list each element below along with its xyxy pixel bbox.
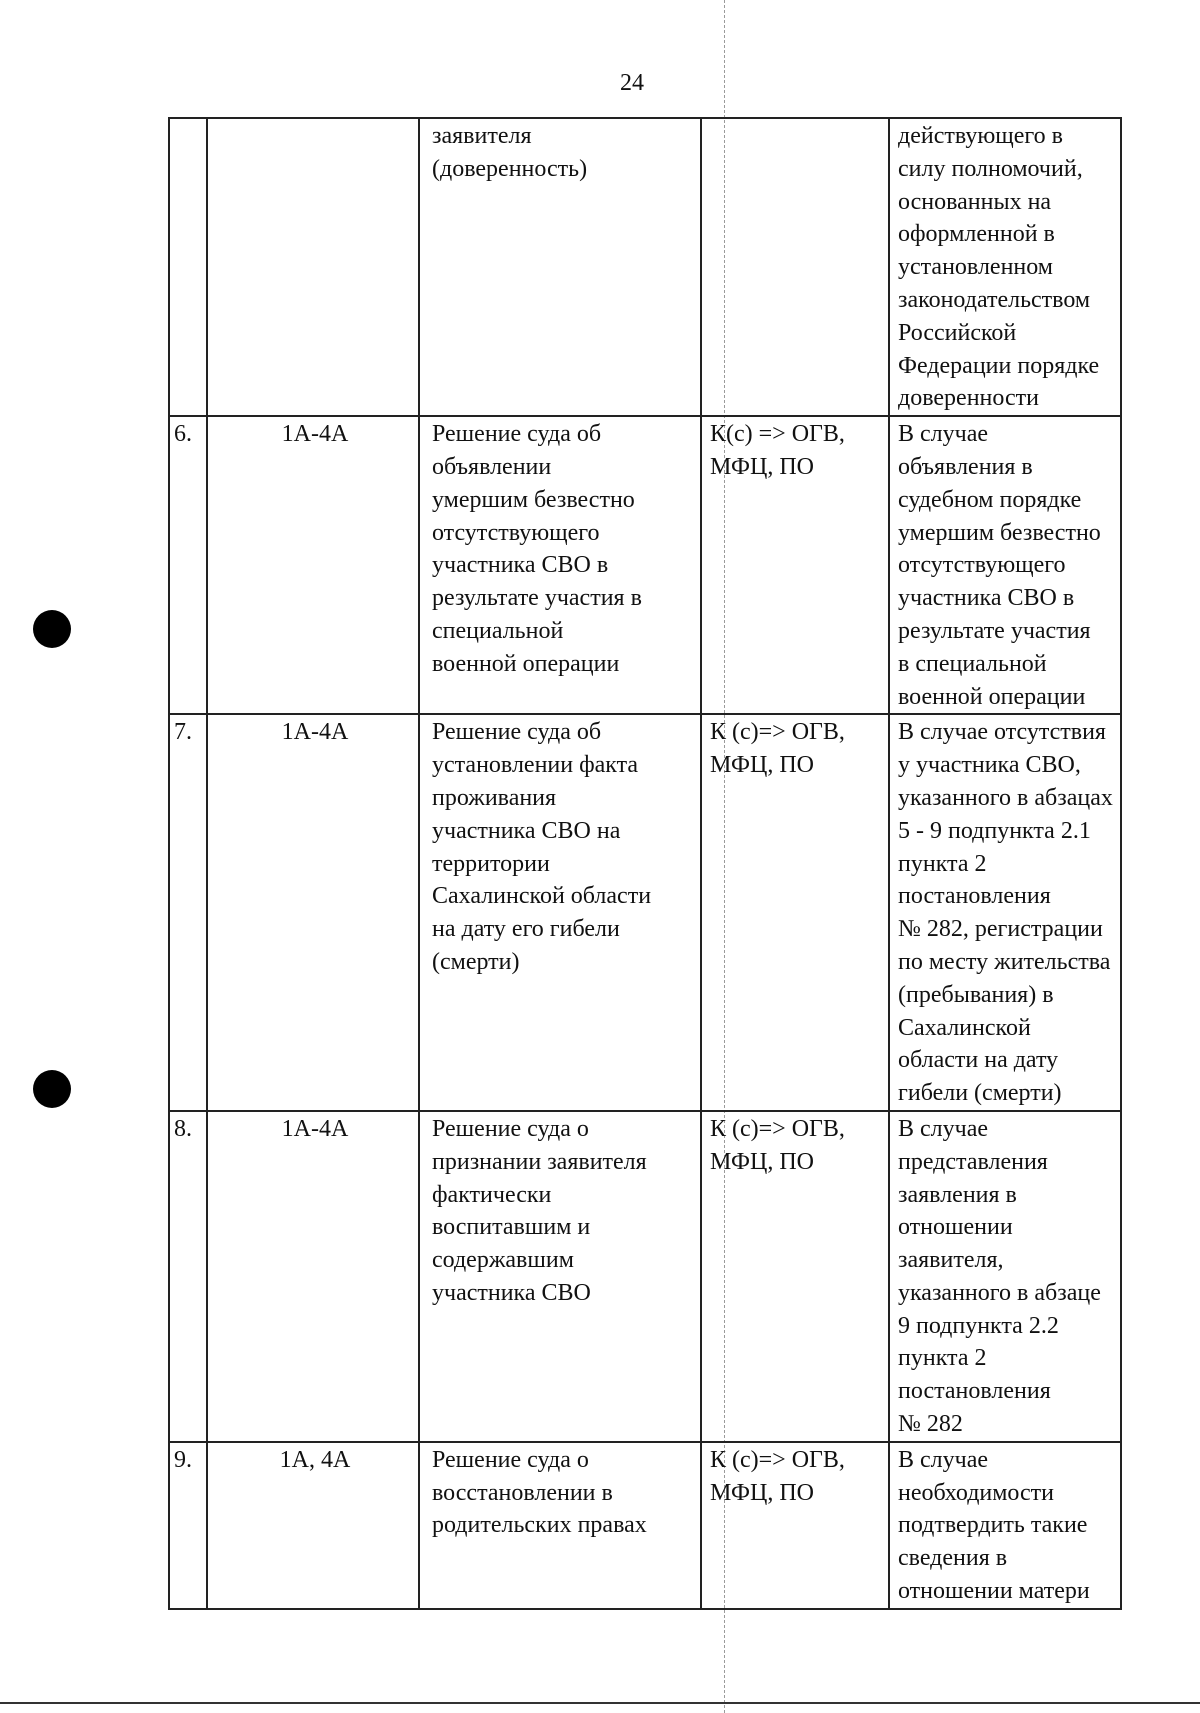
condition-line: 9 подпункта 2.2 bbox=[898, 1312, 1059, 1339]
document-name-line: Решение суда о bbox=[432, 1115, 589, 1142]
condition-line: у участника СВО, bbox=[898, 752, 1081, 779]
source-line: МФЦ, ПО bbox=[710, 1148, 814, 1175]
condition-line: Российской bbox=[898, 319, 1017, 346]
table-row bbox=[169, 1111, 1121, 1442]
condition-line: В случае bbox=[898, 1446, 989, 1473]
condition-line: области на дату bbox=[898, 1047, 1059, 1074]
row-number: 8. bbox=[174, 1115, 192, 1142]
condition-line: пункта 2 bbox=[898, 850, 987, 877]
table-row bbox=[169, 1442, 1121, 1609]
row-number-cell bbox=[169, 1442, 207, 1609]
condition-line: участника СВО в bbox=[898, 585, 1075, 612]
document-name-line: территории bbox=[432, 850, 550, 877]
document-name-line: (доверенность) bbox=[432, 155, 588, 182]
condition-line: силу полномочий, bbox=[898, 155, 1083, 182]
document-name-line: воспитавшим и bbox=[432, 1214, 591, 1241]
condition-line: постановления bbox=[898, 1378, 1051, 1405]
row-number-cell bbox=[169, 1111, 207, 1442]
source-cell bbox=[701, 1111, 889, 1442]
table-row bbox=[169, 118, 1121, 416]
condition-line: законодательством bbox=[898, 286, 1091, 313]
document-name-line: объявлении bbox=[432, 453, 552, 480]
condition-line: указанного в абзацах bbox=[898, 784, 1113, 811]
document-name-cell bbox=[419, 416, 701, 714]
category-code: 1А-4А bbox=[281, 1115, 349, 1142]
source-cell bbox=[701, 714, 889, 1111]
document-name-line: участника СВО в bbox=[432, 552, 609, 579]
document-name-line: специальной bbox=[432, 617, 564, 644]
document-name-line: Решение суда об bbox=[432, 421, 602, 448]
document-name-line: результате участия в bbox=[432, 585, 642, 612]
document-name-line: Решение суда об bbox=[432, 719, 602, 746]
condition-line: действующего в bbox=[898, 123, 1063, 149]
condition-line: в специальной bbox=[898, 650, 1047, 677]
source-line: МФЦ, ПО bbox=[710, 1479, 814, 1506]
document-name-line: Сахалинской области bbox=[432, 883, 652, 910]
condition-line: военной операции bbox=[898, 683, 1086, 710]
document-name-line: военной операции bbox=[432, 650, 620, 677]
row-number-cell bbox=[169, 714, 207, 1111]
source-cell bbox=[701, 1442, 889, 1609]
condition-line: отсутствующего bbox=[898, 552, 1066, 579]
source-line: МФЦ, ПО bbox=[710, 453, 814, 480]
document-name-cell bbox=[419, 714, 701, 1111]
condition-line: пункта 2 bbox=[898, 1345, 987, 1372]
condition-line: объявления в bbox=[898, 453, 1033, 480]
condition-line: указанного в абзаце bbox=[898, 1279, 1101, 1306]
punch-hole bbox=[33, 610, 71, 648]
document-name-cell bbox=[419, 1111, 701, 1442]
document-name-line: фактически bbox=[432, 1181, 552, 1208]
row-number: 9. bbox=[174, 1446, 192, 1473]
row-number-cell bbox=[169, 118, 207, 416]
document-name-line: содержавшим bbox=[432, 1247, 574, 1274]
condition-line: заявителя, bbox=[898, 1247, 1004, 1274]
condition-line: гибели (смерти) bbox=[898, 1080, 1062, 1107]
condition-line: Федерации порядке bbox=[898, 352, 1100, 379]
condition-line: установленном bbox=[898, 254, 1053, 281]
document-name-line: восстановлении в bbox=[432, 1479, 613, 1506]
condition-line: основанных на bbox=[898, 188, 1052, 215]
source-line: К (с)=> ОГВ, bbox=[710, 1115, 845, 1142]
condition-line: № 282, регистрации bbox=[898, 916, 1103, 943]
table-row bbox=[169, 416, 1121, 714]
condition-line: № 282 bbox=[898, 1411, 963, 1438]
condition-line: отношении матери bbox=[898, 1578, 1090, 1605]
document-name-cell bbox=[419, 1442, 701, 1609]
condition-cell bbox=[889, 714, 1121, 1111]
source-cell bbox=[701, 416, 889, 714]
category-code-cell bbox=[207, 1111, 419, 1442]
condition-cell bbox=[889, 416, 1121, 714]
source-line: К (с)=> ОГВ, bbox=[710, 1446, 845, 1473]
condition-line: отношении bbox=[898, 1214, 1013, 1241]
source-cell bbox=[701, 118, 889, 416]
document-name-line: родительских правах bbox=[432, 1512, 647, 1539]
document-name-line: участника СВО bbox=[432, 1279, 591, 1306]
category-code: 1А-4А bbox=[281, 421, 349, 448]
condition-line: результате участия bbox=[898, 617, 1091, 644]
document-name-line: заявителя bbox=[432, 123, 532, 149]
condition-line: оформленной в bbox=[898, 221, 1055, 248]
row-number: 6. bbox=[174, 421, 192, 448]
row-number-cell bbox=[169, 416, 207, 714]
condition-cell bbox=[889, 1442, 1121, 1609]
source-line: К (с)=> ОГВ, bbox=[710, 719, 845, 746]
condition-line: необходимости bbox=[898, 1479, 1055, 1506]
document-name-line: умершим безвестно bbox=[432, 486, 635, 513]
condition-cell bbox=[889, 1111, 1121, 1442]
condition-line: сведения в bbox=[898, 1545, 1008, 1572]
category-code: 1А, 4А bbox=[279, 1446, 351, 1473]
condition-line: В случае bbox=[898, 1115, 989, 1142]
document-name-line: Решение суда о bbox=[432, 1446, 589, 1473]
source-line: К(с) => ОГВ, bbox=[710, 421, 845, 448]
document-name-line: (смерти) bbox=[432, 948, 520, 975]
page-number: 24 bbox=[620, 70, 644, 96]
category-code: 1А-4А bbox=[281, 719, 349, 746]
condition-line: умершим безвестно bbox=[898, 519, 1101, 546]
punch-hole bbox=[33, 1070, 71, 1108]
category-code-cell bbox=[207, 714, 419, 1111]
condition-line: судебном порядке bbox=[898, 486, 1082, 513]
condition-line: по месту жительства bbox=[898, 948, 1111, 975]
category-code-cell bbox=[207, 416, 419, 714]
category-code-cell bbox=[207, 1442, 419, 1609]
condition-line: 5 - 9 подпункта 2.1 bbox=[898, 817, 1091, 844]
document-name-line: отсутствующего bbox=[432, 519, 600, 546]
document-table bbox=[168, 117, 1122, 1610]
condition-line: подтвердить такие bbox=[898, 1512, 1088, 1539]
document-name-line: признании заявителя bbox=[432, 1148, 647, 1175]
condition-line: доверенности bbox=[898, 385, 1039, 412]
source-line: МФЦ, ПО bbox=[710, 752, 814, 779]
document-name-line: проживания bbox=[432, 784, 557, 811]
condition-line: постановления bbox=[898, 883, 1051, 910]
condition-line: В случае bbox=[898, 421, 989, 448]
document-name-line: на дату его гибели bbox=[432, 916, 620, 943]
condition-line: Сахалинской bbox=[898, 1014, 1031, 1041]
document-name-line: установлении факта bbox=[432, 752, 639, 779]
scan-bottom-edge bbox=[0, 1702, 1200, 1704]
condition-line: (пребывания) в bbox=[898, 981, 1054, 1008]
condition-line: представления bbox=[898, 1148, 1048, 1175]
table-row bbox=[169, 714, 1121, 1111]
document-name-line: участника СВО на bbox=[432, 817, 621, 844]
document-name-cell bbox=[419, 118, 701, 416]
condition-line: В случае отсутствия bbox=[898, 719, 1106, 746]
row-number: 7. bbox=[174, 719, 192, 746]
condition-cell bbox=[889, 118, 1121, 416]
category-code-cell bbox=[207, 118, 419, 416]
condition-line: заявления в bbox=[898, 1181, 1017, 1208]
